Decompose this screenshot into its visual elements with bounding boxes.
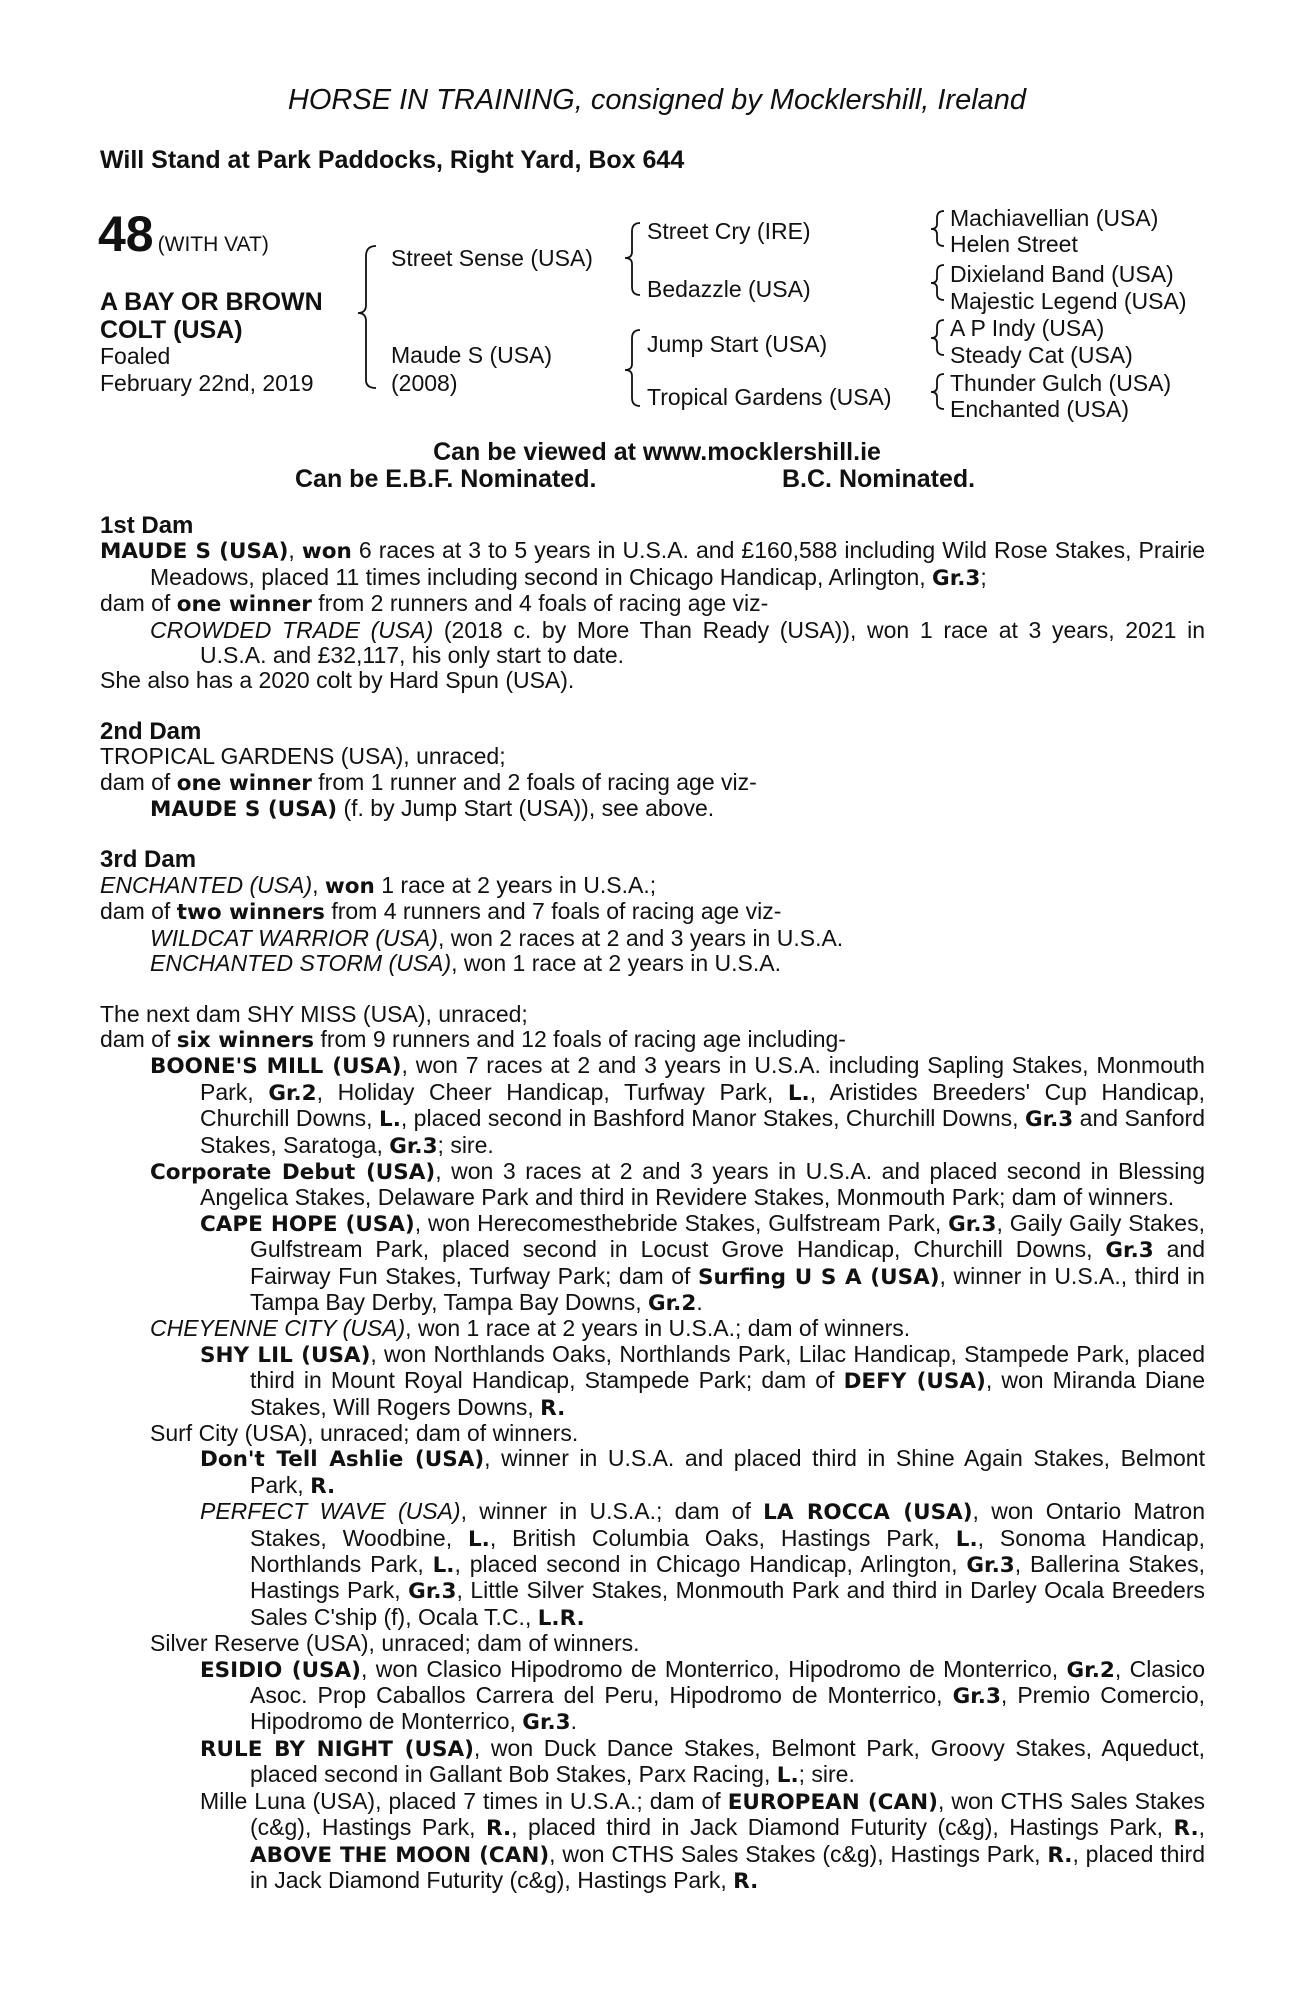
brace-g2 xyxy=(931,265,944,300)
dam-dam: Tropical Gardens (USA) xyxy=(647,384,892,410)
bc-note: B.C. Nominated. xyxy=(782,465,976,493)
ss-sire: Machiavellian (USA) xyxy=(950,205,1159,231)
stand-location: Will Stand at Park Paddocks, Right Yard, Box 644 xyxy=(100,146,685,174)
next-dam-entry: The next dam SHY MISS (USA), unraced; xyxy=(100,1000,528,1027)
viewing-note: Can be viewed at www.mocklershill.ie xyxy=(433,438,881,466)
first-dam-entry: MAUDE S (USA), won 6 races at 3 to 5 years in U.S.A. and £160,588 including Wild Rose Stakes, Prairie Meadows, placed 11 times including second in Chicago Handicap, Arlington, Gr.3; xyxy=(100,537,1206,591)
dam-year: (2008) xyxy=(391,370,458,396)
produce-silver-reserve: Silver Reserve (USA), unraced; dam of winners. xyxy=(150,1630,640,1657)
lot-number: 48 xyxy=(98,206,154,262)
dd-sire: Thunder Gulch (USA) xyxy=(950,370,1172,396)
third-dam-title: 3rd Dam xyxy=(100,846,197,874)
produce-wildcat-warrior: WILDCAT WARRIOR (USA), won 2 races at 2 and 3 years in U.S.A. xyxy=(150,924,844,951)
brace-g3 xyxy=(931,320,944,355)
produce-perfect-wave: PERFECT WAVE (USA), winner in U.S.A.; dam of LA ROCCA (USA), won Ontario Matron Stakes, Woodbine, L., British Columbia Oaks, Hastings Park, L., Sonoma Handicap, Northlands Park, L., placed second in Chicago Handicap, Arlington, Gr.3, Ballerina Stakes, Hastings Park, Gr.3, Little Silver Stakes, Monmouth Park and third in Darley Ocala Breeders Sales C'ship (f), Ocala T.C., L.R. xyxy=(200,1498,1206,1631)
produce-shy-lil: SHY LIL (USA), won Northlands Oaks, Northlands Park, Lilac Handicap, Stampede Park, placed third in Mount Royal Handicap, Stampede Park; dam of DEFY (USA), won Miranda Diane Stakes, Will Rogers Downs, R. xyxy=(200,1340,1205,1421)
ds-dam: Steady Cat (USA) xyxy=(950,342,1133,368)
produce-boones-mill: BOONE'S MILL (USA), won 7 races at 2 and 3 years in U.S.A. including Sapling Stakes, Monmouth Park, Gr.2, Holiday Cheer Handicap, Turfway Park, L., Aristides Breeders' Cup Handicap, Churchill Downs, L., placed second in Bashford Manor Stakes, Churchill Downs, Gr.3 and Sanford Stakes, Saratoga, Gr.3; sire. xyxy=(150,1052,1206,1159)
produce-maude-s: MAUDE S (USA) (f. by Jump Start (USA)), see above. xyxy=(150,795,715,823)
brace-main xyxy=(358,246,376,388)
catalogue-body xyxy=(100,513,1205,1894)
sd-dam: Majestic Legend (USA) xyxy=(950,288,1187,314)
produce-rule-by-night: RULE BY NIGHT (USA), won Duck Dance Stakes, Belmont Park, Groovy Stakes, Aqueduct, placed second in Gallant Bob Stakes, Parx Racing, L.; sire. xyxy=(200,1734,1205,1789)
horse-description-line1: A BAY OR BROWN xyxy=(100,288,323,316)
first-dam-title: 1st Dam xyxy=(100,512,194,539)
produce-crowded-trade: CROWDED TRADE (USA) (2018 c. by More Than Ready (USA)), won 1 race at 3 years, 2021 in U.S.A. and £32,117, his only start to date. xyxy=(150,616,1205,669)
sire-dam: Bedazzle (USA) xyxy=(647,276,811,302)
produce-esidio: ESIDIO (USA), won Clasico Hipodromo de Monterrico, Hipodromo de Monterrico, Gr.2, Clasico Asoc. Prop Caballos Carrera del Peru, Hipodromo de Monterrico, Gr.3, Premio Comercio, Hipodromo de Monterrico, Gr.3. xyxy=(200,1655,1206,1736)
brace-g1 xyxy=(931,211,944,246)
ebf-note: Can be E.B.F. Nominated. xyxy=(295,465,597,493)
sire-sire: Street Cry (IRE) xyxy=(647,218,811,244)
foaled-label: Foaled xyxy=(100,343,171,369)
ss-dam: Helen Street xyxy=(950,231,1078,257)
dd-dam: Enchanted (USA) xyxy=(950,396,1129,422)
produce-enchanted-storm: ENCHANTED STORM (USA), won 1 race at 2 years in U.S.A. xyxy=(150,950,781,977)
second-dam-produce: dam of one winner from 1 runner and 2 foals of racing age viz- xyxy=(100,768,757,796)
first-dam-note: She also has a 2020 colt by Hard Spun (USA). xyxy=(100,667,575,694)
page-title: HORSE IN TRAINING, consigned by Mocklershill, Ireland xyxy=(287,84,1027,116)
next-dam-produce: dam of six winners from 9 runners and 12 foals of racing age including- xyxy=(100,1025,846,1053)
third-dam-entry: ENCHANTED (USA), won 1 race at 2 years in U.S.A.; xyxy=(100,871,657,899)
brace-g4 xyxy=(931,374,944,409)
sire: Street Sense (USA) xyxy=(391,245,593,271)
first-dam-produce: dam of one winner from 2 runners and 4 foals of racing age viz- xyxy=(100,590,769,618)
produce-dont-tell-ashlie: Don't Tell Ashlie (USA), winner in U.S.A. and placed third in Shine Again Stakes, Belmont Park, R. xyxy=(200,1445,1205,1499)
produce-surf-city: Surf City (USA), unraced; dam of winners. xyxy=(150,1420,579,1446)
dam-sire: Jump Start (USA) xyxy=(647,331,828,357)
produce-corporate-debut: Corporate Debut (USA), won 3 races at 2 and 3 years in U.S.A. and placed second in Blessing Angelica Stakes, Delaware Park and third in Revidere Stakes, Monmouth Park; dam of winners. xyxy=(150,1157,1205,1211)
horse-description-line2: COLT (USA) xyxy=(100,316,243,344)
dam: Maude S (USA) xyxy=(391,342,553,368)
second-dam-title: 2nd Dam xyxy=(100,717,202,745)
vat-note: (WITH VAT) xyxy=(157,233,269,256)
ds-sire: A P Indy (USA) xyxy=(950,315,1105,341)
second-dam-entry: TROPICAL GARDENS (USA), unraced; xyxy=(100,743,506,770)
produce-cape-hope: CAPE HOPE (USA), won Herecomesthebride Stakes, Gulfstream Park, Gr.3, Gaily Gaily Stakes, Gulfstream Park, placed second in Locust Grove Handicap, Churchill Downs, Gr.3 and Fairway Fun Stakes, Turfway Park; dam of Surfing U S A (USA), winner in U.S.A., third in Tampa Bay Derby, Tampa Bay Downs, Gr.2. xyxy=(200,1209,1206,1316)
produce-mille-luna: Mille Luna (USA), placed 7 times in U.S.A.; dam of EUROPEAN (CAN), won CTHS Sales Stakes (c&g), Hastings Park, R., placed third in Jack Diamond Futurity (c&g), Hastings Park, R., ABOVE THE MOON (CAN), won CTHS Sales Stakes (c&g), Hastings Park, R., placed third in Jack Diamond Futurity (c&g), Hastings Park, R. xyxy=(200,1787,1206,1894)
third-dam-produce: dam of two winners from 4 runners and 7 foals of racing age viz- xyxy=(100,898,782,926)
brace-dam xyxy=(625,330,640,406)
produce-cheyenne-city: CHEYENNE CITY (USA), won 1 race at 2 years in U.S.A.; dam of winners. xyxy=(150,1315,911,1342)
foaled-date: February 22nd, 2019 xyxy=(100,370,314,396)
brace-sire xyxy=(625,223,640,295)
sd-sire: Dixieland Band (USA) xyxy=(950,261,1174,287)
